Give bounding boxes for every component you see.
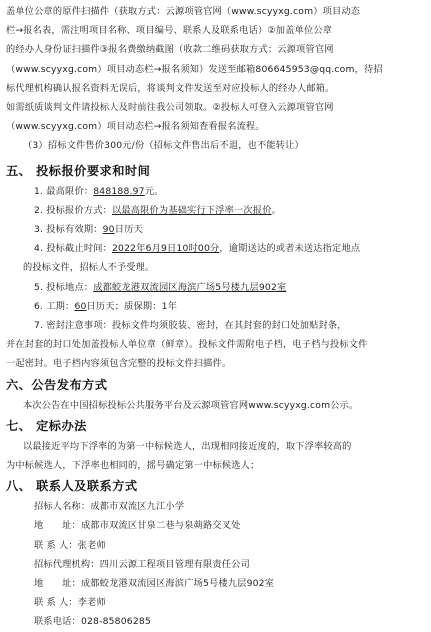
intro-line-7: （www.scyyxg.com）项目动态栏→报名须知查看报名流程。: [6, 121, 265, 133]
tenderer-label: 招标人名称：: [34, 501, 91, 513]
intro-line-3: 的经办人身份证扫描件③报名费缴纳截图（收款二维码获取方式：云源项管官网: [6, 44, 334, 56]
intro-line-8: （3）招标文件售价300元/份（招标文件售出后不退，也不能转让）: [23, 140, 304, 152]
intro-line-6: 如需纸质谈判文件请投标人及时前往我公司领取。②投标人可登入云源项管官网: [6, 102, 334, 114]
intro-line-2: 栏→报名表，需注明项目名称、项目编号、联系人及联系电话）②加盖单位公章: [6, 25, 333, 37]
tenderer-address-row: [6, 516, 421, 535]
agency-contact-row: [6, 593, 421, 612]
s5-item-3: 3. 投标有效期：90日历天: [34, 224, 143, 236]
s5-item-7-line-1: 7. 密封注意事项：投标文件均须胶装、密封，在其封套的封口处加贴封条，: [34, 320, 347, 332]
section-5-heading: 五、 投标报价要求和时间: [6, 163, 151, 178]
s6-text: 本次公告在中国招标投标公共服务平台及云源项管官网www.scyyxg.com公示。: [23, 399, 359, 411]
intro-line-1: 盖单位公章的原件扫描件（获取方式：云源项管官网（www.scyyxg.com）项目动态: [6, 6, 361, 17]
s5-item-7-line-3: 一起密封。电子档内容须包含完整的投标文件扫描件。: [6, 358, 232, 370]
agency-label: 招标代理机构：: [34, 558, 100, 570]
s7-line-2: 为中标候选人，下浮率也相同的，摇号确定第一中标候选人；: [6, 460, 260, 472]
s5-item-4: 4. 投标截止时间：2022年6月9日10时00分，逾期送达的或者未送达指定地点: [34, 243, 361, 255]
tenderer-row: [6, 497, 421, 516]
deadline-value: 2022年6月9日10时00分: [112, 243, 220, 255]
validity-value: 90: [102, 224, 115, 236]
contact-value: 李老师: [77, 597, 106, 609]
address-value: 成都蛟龙港双流园区海滨广场5号楼九层902室: [80, 578, 275, 590]
section-6-heading: 六、公告发布方式: [6, 377, 108, 392]
max-price-value: 848188.97: [93, 185, 145, 197]
section-7-heading: 七、 定标办法: [6, 418, 87, 433]
s5-item-6: 6. 工期：60日历天；质保期：1年: [34, 300, 178, 312]
section-8-heading: 八、 联系人及联系方式: [6, 479, 138, 494]
phone-label: 联系电话：: [34, 616, 81, 628]
agency-row: [6, 555, 421, 574]
intro-line-4: （www.scyyxg.com）项目动态栏→报名须知）发送至邮箱806645953@qq.com，待招: [6, 63, 383, 75]
agency-value: 四川云源工程项目管理有限责任公司: [99, 558, 250, 570]
address-label: 地 址：: [34, 578, 81, 590]
agency-address-row: [6, 574, 421, 593]
duration-value: 60: [74, 300, 87, 312]
contact-label: 联 系 人：: [34, 597, 78, 609]
s5-item-4-line-2: 的投标文件，招标人不予受理。: [23, 262, 155, 274]
s5-item-1: 1. 最高限价：848188.97元。: [34, 185, 164, 197]
phone-value: 028-85806285: [80, 616, 151, 628]
s5-item-7-line-2: 并在封套的封口处加盖投标人单位章（鲜章）。投标文件需附电子档，电子档与投标文件: [6, 339, 368, 351]
tenderer-value: 成都市双流区九江小学: [90, 501, 185, 513]
s5-item-2: 2. 投标报价方式：以最高限价为基础实行下浮率一次报价。: [34, 204, 281, 216]
phone-row: [6, 612, 421, 631]
bid-method-value: 以最高限价为基础实行下浮率一次报价: [112, 204, 272, 216]
contact-value: 张老师: [77, 539, 106, 551]
contact-label: 联 系 人：: [34, 539, 78, 551]
s7-line-1: 以最接近平均下浮率的为第一中标候选人，出现相同接近度的，取下浮率较高的: [23, 440, 352, 452]
s5-item-5: 5. 投标地点：成都蛟龙港双流园区海滨广场5号楼九层902室: [34, 281, 287, 293]
address-value: 成都市双流区甘泉二巷与泉蒴路交叉处: [80, 520, 241, 532]
tenderer-contact-row: [6, 536, 421, 555]
bid-location-value: 成都蛟龙港双流园区海滨广场5号楼九层902室: [93, 281, 287, 293]
address-label: 地 址：: [34, 520, 81, 532]
intro-line-5: 标代理机构确认报名资料无误后，将谈判文件发送至对应投标人的经办人邮箱。: [6, 82, 335, 94]
